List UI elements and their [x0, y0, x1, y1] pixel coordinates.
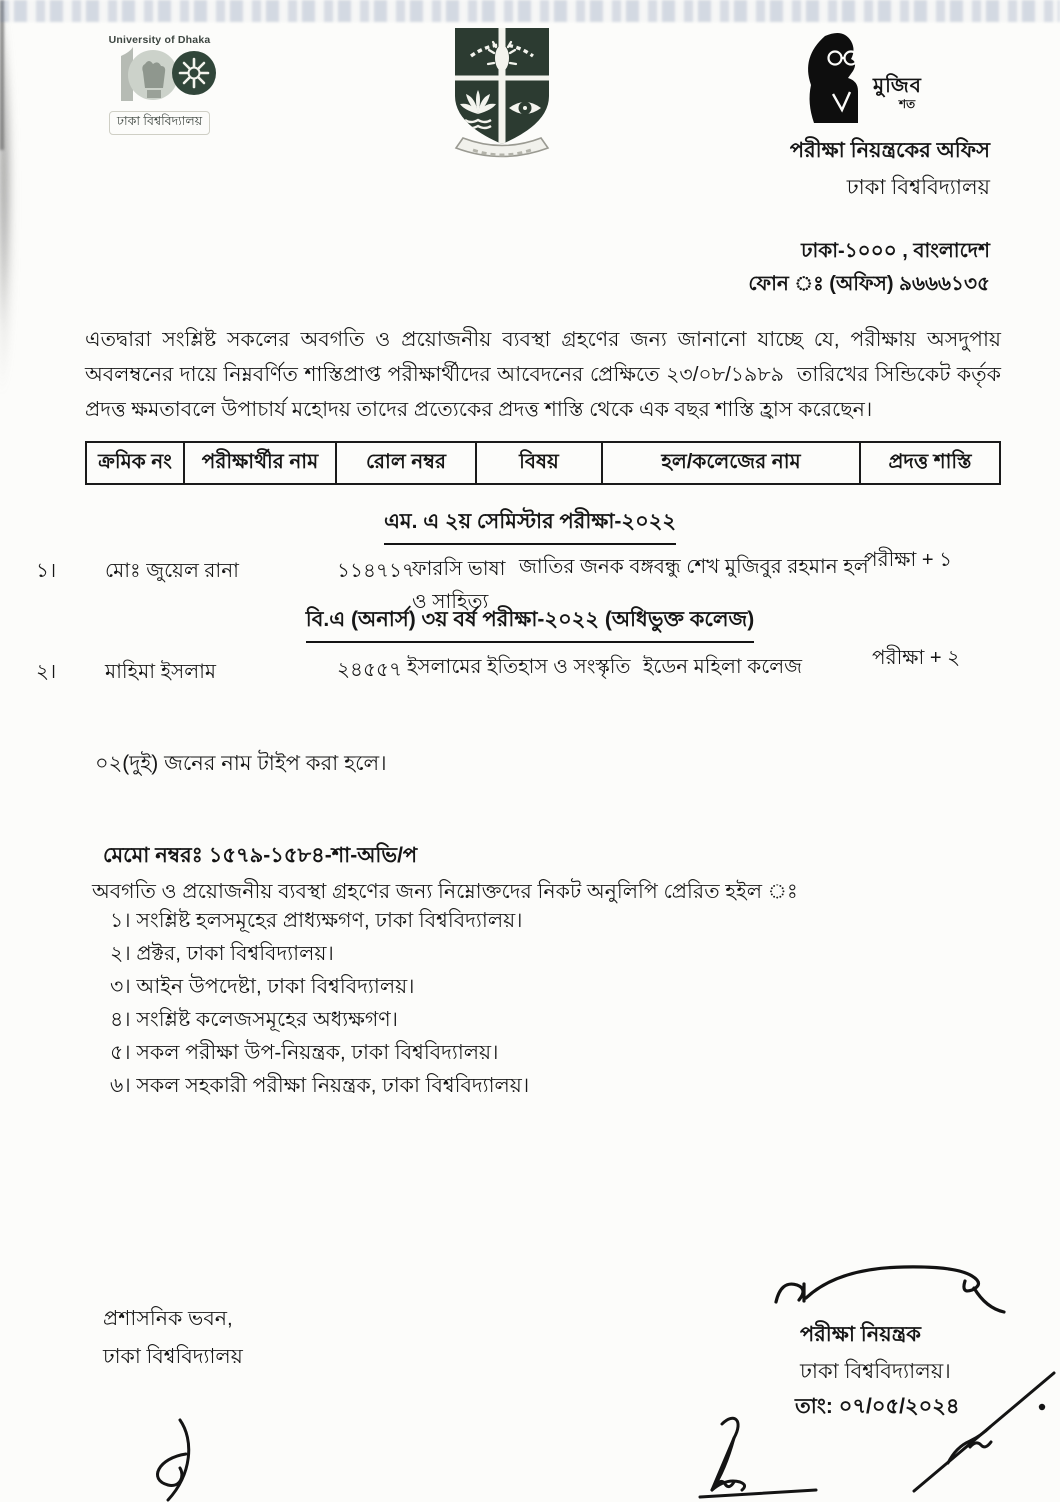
row1-subject: ফারসি ভাষা [412, 558, 506, 580]
centenary-100-icon [101, 46, 219, 104]
col-hall: হল/কলেজের নাম [603, 443, 861, 483]
col-punishment: প্রদত্ত শাস্তি [888, 450, 972, 473]
row1-hall: জাতির জনক বঙ্গবন্ধু শেখ মুজিবুর রহমান হল [519, 556, 869, 578]
cc-item: ১। সংশ্লিষ্ট হলসমূহের প্রাধ্যক্ষগণ, ঢাকা বিশ্ববিদ্যালয়। [110, 909, 523, 932]
row1-roll: ১১৪৭১৭ [337, 560, 415, 582]
signature-date: তাং: ০৭/০৫/২০২৪ [795, 1395, 960, 1418]
col-student: পরীক্ষার্থীর নাম [185, 443, 337, 483]
cc-item: ৬। সকল সহকারী পরীক্ষা নিয়ন্ত্রক, ঢাকা বিশ্ববিদ্যালয়। [110, 1074, 530, 1097]
initial-signature-right [908, 1345, 1058, 1495]
scan-smudge [0, 0, 16, 400]
university-logo-caption-en: University of Dhaka [108, 34, 211, 46]
phone-line: ফোন ঃ (অফিস) ৯৬৬৬১৩৫ [748, 273, 990, 295]
cc-item: ৩। আইন উপদেষ্টা, ঢাকা বিশ্ববিদ্যালয়। [110, 975, 415, 998]
mujib-logo-wordmark: মুজিব শত [873, 75, 922, 111]
row1-subject-2: ও সাহিত্য [412, 591, 489, 613]
section-title-ba-honours-3rd-year: বি.এ (অনার্স) ৩য় বর্ষ পরীক্ষা-২০২২ (অধিভুক্ত কলেজ) [0, 603, 1060, 643]
col-subject: বিষয় [477, 443, 603, 483]
dhaka-university-crest-icon [443, 22, 561, 164]
row1-name: মোঃ জুয়েল রানা [105, 560, 239, 582]
row1-punishment: পরীক্ষা + ১ [864, 549, 953, 571]
cc-item: ৫। সকল পরীক্ষা উপ-নিয়ন্ত্রক, ঢাকা বিশ্ববিদ্যালয়। [110, 1041, 499, 1064]
cc-item: ২। প্রক্টর, ঢাকা বিশ্ববিদ্যালয়। [110, 942, 334, 965]
col-serial: ক্রমিক নং [87, 443, 185, 483]
address-line: ঢাকা-১০০০ , বাংলাদেশ [801, 240, 990, 262]
controller-signature [768, 1258, 1018, 1320]
footer-university: ঢাকা বিশ্ববিদ্যালয় [103, 1345, 243, 1368]
row1-serial: ১। [36, 560, 57, 582]
col-roll: রোল নম্বর [337, 443, 477, 483]
initial-signature-left [140, 1416, 204, 1502]
row2-hall: ইডেন মহিলা কলেজ [643, 656, 803, 678]
mujib-borsho-logo [795, 28, 965, 133]
signatory-title: পরীক্ষা নিয়ন্ত্রক [800, 1323, 921, 1346]
dhaka-university-centenary-logo [92, 34, 227, 135]
signatory-org: ঢাকা বিশ্ববিদ্যালয়। [800, 1360, 951, 1383]
cc-intro-line: অবগতি ও প্রয়োজনীয় ব্যবস্থা গ্রহণের জন্য নিম্নোক্তদের নিকট অনুলিপি প্রেরিত হইল ঃ [92, 880, 798, 903]
university-logo-caption-bn: ঢাকা বিশ্ববিদ্যালয় [109, 111, 210, 135]
cc-item: ৪। সংশ্লিষ্ট কলেজসমূহের অধ্যক্ষগণ। [110, 1008, 398, 1031]
office-name: পরীক্ষা নিয়ন্ত্রকের অফিস [789, 139, 990, 162]
section-title-ma-2nd-semester: এম. এ ২য় সেমিস্টার পরীক্ষা-২০২২ [0, 505, 1060, 545]
row2-punishment: পরীক্ষা + ২ [872, 647, 961, 669]
results-table-header [85, 441, 1001, 485]
row2-subject: ইসলামের ইতিহাস ও সংস্কৃতি [407, 656, 631, 678]
mujib-portrait-icon [795, 28, 871, 128]
notice-body-paragraph: এতদ্বারা সংশ্লিষ্ট সকলের অবগতি ও প্রয়োজনীয় ব্যবস্থা গ্রহণের জন্য জানানো যাচ্ছে যে, পরীক্ষায় অসদুপায় অবলম্বনের দায়ে নিম্নবর্ণিত শাস্তিপ্রাপ্ত পরীক্ষার্থীদের আবেদনের প্রেক্ষিতে ২৩/০৮/১৯৮৯ তারিখের সিন্ডিকেট কর্তৃক প্রদত্ত ক্ষমতাবলে উপাচার্য মহোদয় তাদের প্রত্যেকের প্রদত্ত শাস্তি থেকে এক বছর শাস্তি হ্রাস করেছেন। [85, 328, 1007, 421]
row2-serial: ২। [36, 661, 57, 683]
footer-building: প্রশাসনিক ভবন, [103, 1307, 233, 1330]
university-name: ঢাকা বিশ্ববিদ্যালয় [846, 176, 990, 199]
row2-name: মাহিমা ইসলাম [105, 661, 217, 683]
typed-names-note: ০২(দুই) জনের নাম টাইপ করা হলে। [95, 752, 387, 775]
row2-roll: ২৪৫৫৭ [337, 659, 402, 681]
memo-number: মেমো নম্বরঃ ১৫৭৯-১৫৮৪-শা-অভি/প [103, 844, 418, 867]
initial-signature-middle [682, 1410, 822, 1502]
page-bleed-text-strip [0, 0, 1060, 22]
